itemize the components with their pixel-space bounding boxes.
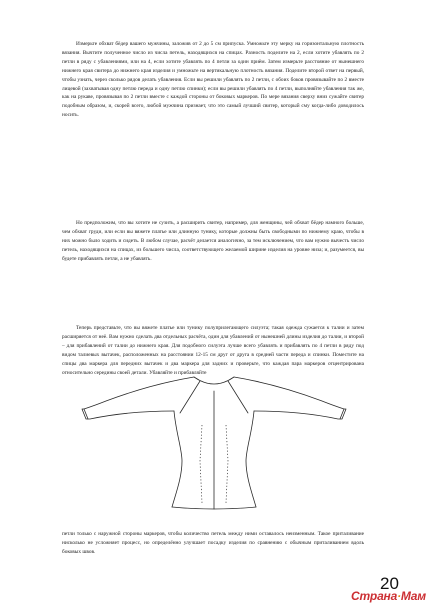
right-cuff-line xyxy=(340,409,344,419)
right-dart-dashed-line xyxy=(226,425,228,503)
strana-mam-watermark xyxy=(351,589,426,603)
neckline-line xyxy=(194,377,234,384)
right-side-seam xyxy=(246,411,256,507)
watermark-text-part1: Страна xyxy=(351,589,398,603)
watermark-text-part2: Мам xyxy=(400,589,426,603)
left-dart-dashed-line xyxy=(200,425,202,503)
paragraph-decrease-calculation: Измерьте обхват бёдер вашего мужчины, заложив от 2 до 5 см припуска. Умножьте эту мерку на горизонтальную плотность вязания. Вычтите полученное число из числа петель, находящихся на спицах. Разность поделите на 2, если хотите убавлять по 2 петли в ряду с убавлениями, или на 4, если хотите убавлять по 4 петли за один приём. Затем измерьте расстояние от нынешнего нижнего края свитера до нижнего края изделия и умножьте на вертикальную плотность вязания. Поделите второй ответ на первый, чтобы узнать, через сколько рядов делать убавления. Если вы решили убавлять по 2 петли, с обоих боков провязывайте по 2 вместе лицевой (захватывая одну петлю переда и одну петлю спинки); если вы решили убавлять по 4 петли, выполняйте убавления так же, как на рукаве, провязывая по 2 петли вместе с каждой стороны от боковых маркеров. По мере вязания сверху вниз сужайте свитер подобным образом, и, скорей всего, любой мужчина признает, что это самый лучший свитер, который сму когда-либо доводилось носить. xyxy=(62,41,364,119)
watermark-dot: · xyxy=(397,589,401,603)
page-number: 20 xyxy=(380,574,399,593)
paragraph-waist-shaping: Теперь представьте, что вы вяжете платье или тунику полуприлегающего силуэта; такая одежда сужается к талии и затем расширяется от неё. Вам нужно сделать два отдельных расчёта, один для убавлений от нынешней длины изделия до талии, и второй – для прибавлений от талии до нижнего края. Для подобного силуэта лучше всего убавлять и прибавлять по 4 петли в ряду под видом талиевых вытачек, расположенных на расстоянии 12-15 см друг от друга в средней части переда и спинки. Поместите на спицы два маркера для передних вытачек и два маркера для задних и проверьте, что каждая пара маркеров отцентрирована относительно середины своей детали. Убавляйте и прибавляйте xyxy=(62,325,364,376)
text-block-3 xyxy=(62,324,364,377)
paragraph-shaping-conclusion: петли только с наружной стороны маркеров, чтобы количество петель между ними оставалось неизменным. Такое приталивание нисколько не усложняет процесс, но определённо улучшает посадку изделия по сравнению с обычным приталиванием вдоль боковых швов. xyxy=(62,531,364,555)
tunic-schematic-icon xyxy=(78,373,350,511)
paragraph-increase-calculation: Но предположим, что вы хотите не сузить, а расширить свитер, например, для женщины, чей обхват бёдер намного больше, чем обхват груди, или если вы вяжете платье или длинную тунику, которые должны быть свободными по нижнему краю, чтобы в них можно было ходить и сидеть. В любом случае, расчёт делается аналогично, за тем исключением, что вам нужно вычесть число петель, находящихся на спицах, из большего числа, соответствующего желаемой ширине изделия на уровне низа; и, разумеется, вы будете прибавлять петли, а не убавлять. xyxy=(62,220,364,262)
left-cuff-line xyxy=(84,409,88,419)
text-block-4 xyxy=(62,530,364,557)
left-sleeve-outline xyxy=(82,377,194,419)
text-block-1 xyxy=(62,40,364,120)
text-block-2 xyxy=(62,219,364,264)
left-side-seam xyxy=(172,411,182,507)
left-raglan-seam xyxy=(180,381,200,413)
right-sleeve-outline xyxy=(234,377,346,419)
right-raglan-seam xyxy=(228,381,248,413)
